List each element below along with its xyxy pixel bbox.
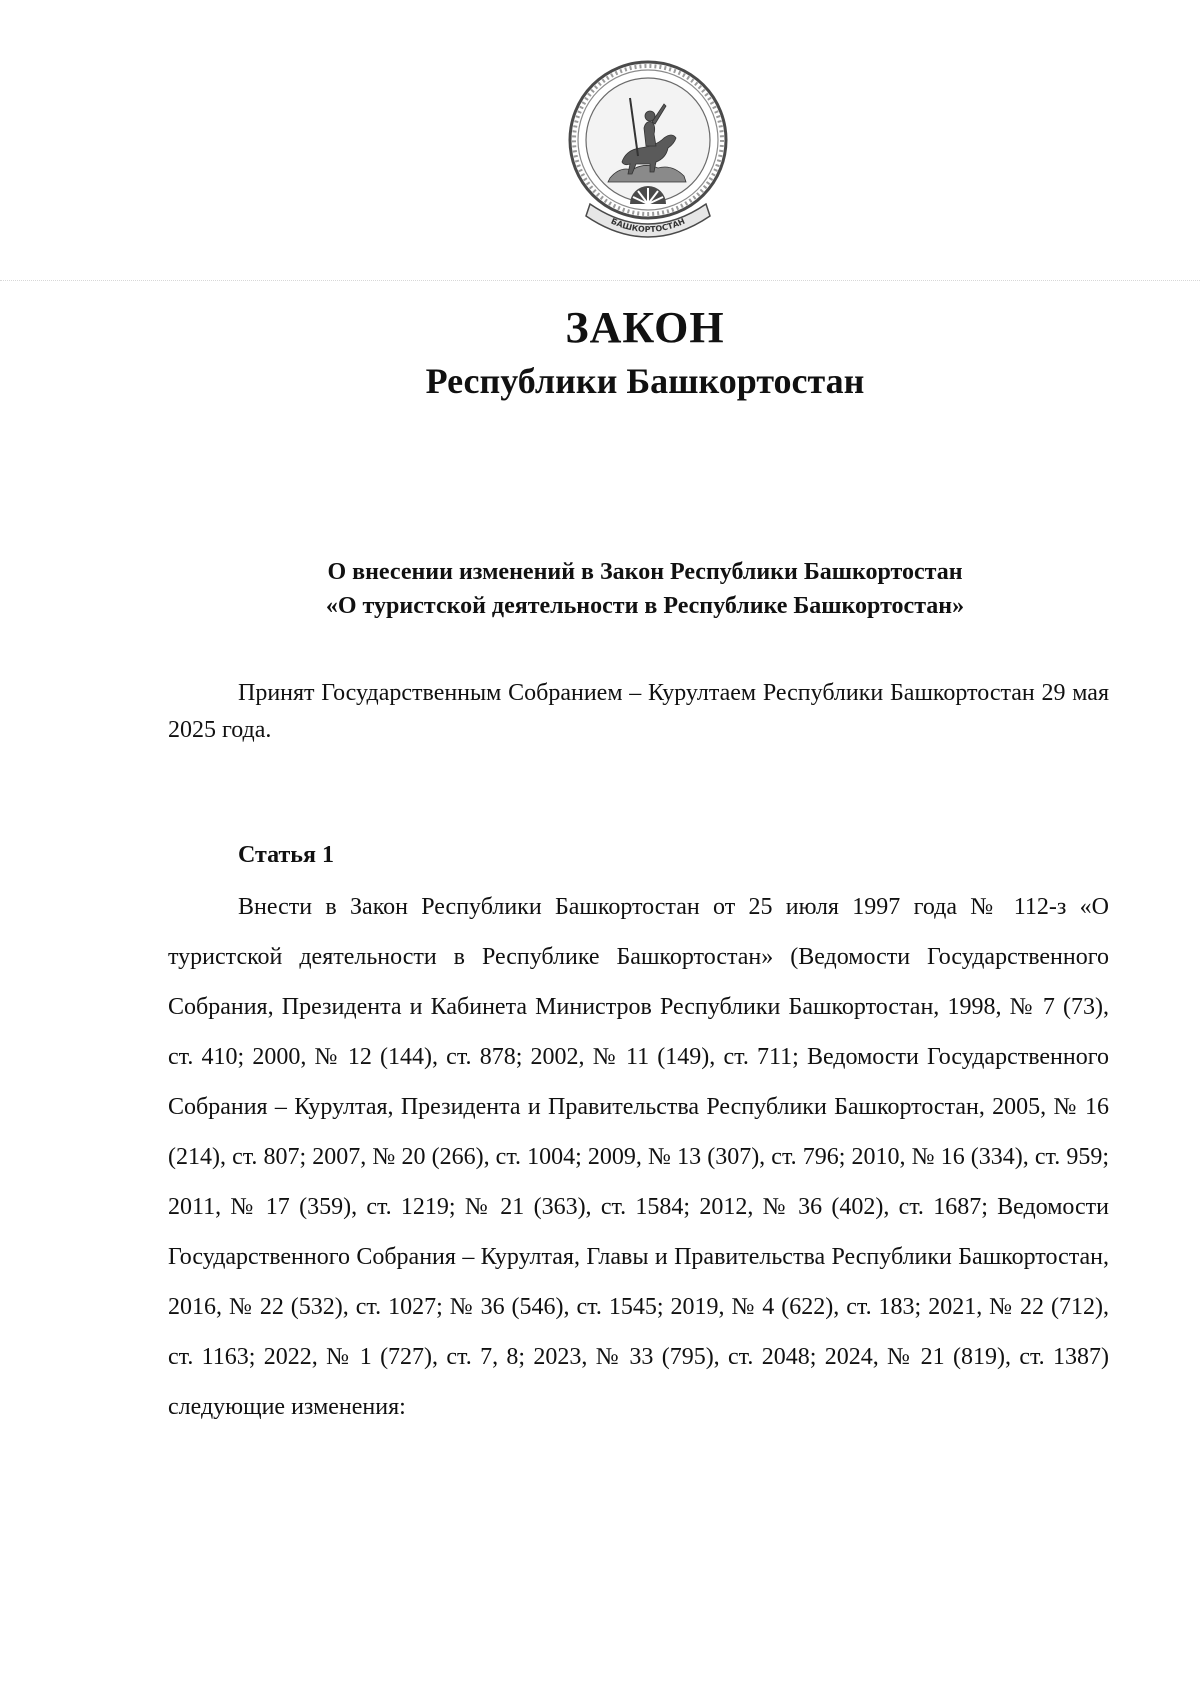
adoption-note: Принят Государственным Собранием – Курултаем Республики Башкортостан 29 мая 2025 года.: [168, 680, 1109, 743]
issuing-authority: Республики Башкортостан: [425, 361, 865, 401]
scan-artifact-line: [0, 280, 1200, 281]
emblem-ribbon-text: БАШКОРТОСТАН: [609, 216, 687, 235]
document-header: [0, 300, 1200, 406]
document-title: [0, 555, 1200, 623]
article-heading: Статья 1: [238, 842, 334, 868]
document-title-line-2: «О туристской деятельности в Республике Башкортостан»: [325, 593, 965, 619]
bashkortostan-coat-of-arms-icon: [560, 58, 736, 246]
document-type: ЗАКОН: [565, 303, 725, 352]
article-body: Внести в Закон Республики Башкортостан от 25 июля 1997 года № 112-з «О туристской деятельности в Республике Башкортостан» (Ведомости Государственного Собрания, Президента и Кабинета Министров Республики Башкортостан, 1998, № 7 (73), ст. 410; 2000, № 12 (144), ст. 878; 2002, № 11 (149), ст. 711; Ведомости Государственного Собрания – Курултая, Президента и Правительства Республики Башкортостан, 2005, № 16 (214), ст. 807; 2007, № 20 (266), ст. 1004; 2009, № 13 (307), ст. 796; 2010, № 16 (334), ст. 959; 2011, № 17 (359), ст. 1219; № 21 (363), ст. 1584; 2012, № 36 (402), ст. 1687; Ведомости Государственного Собрания – Курултая, Главы и Правительства Республики Башкортостан, 2016, № 22 (532), ст. 1027; № 36 (546), ст. 1545; 2019, № 4 (622), ст. 183; 2021, № 22 (712), ст. 1163; 2022, № 1 (727), ст. 7, 8; 2023, № 33 (795), ст. 2048; 2024, № 21 (819), ст. 1387) следующие изменения:: [168, 894, 1109, 1420]
document-title-line-1: О внесении изменений в Закон Республики Башкортостан: [327, 559, 963, 585]
